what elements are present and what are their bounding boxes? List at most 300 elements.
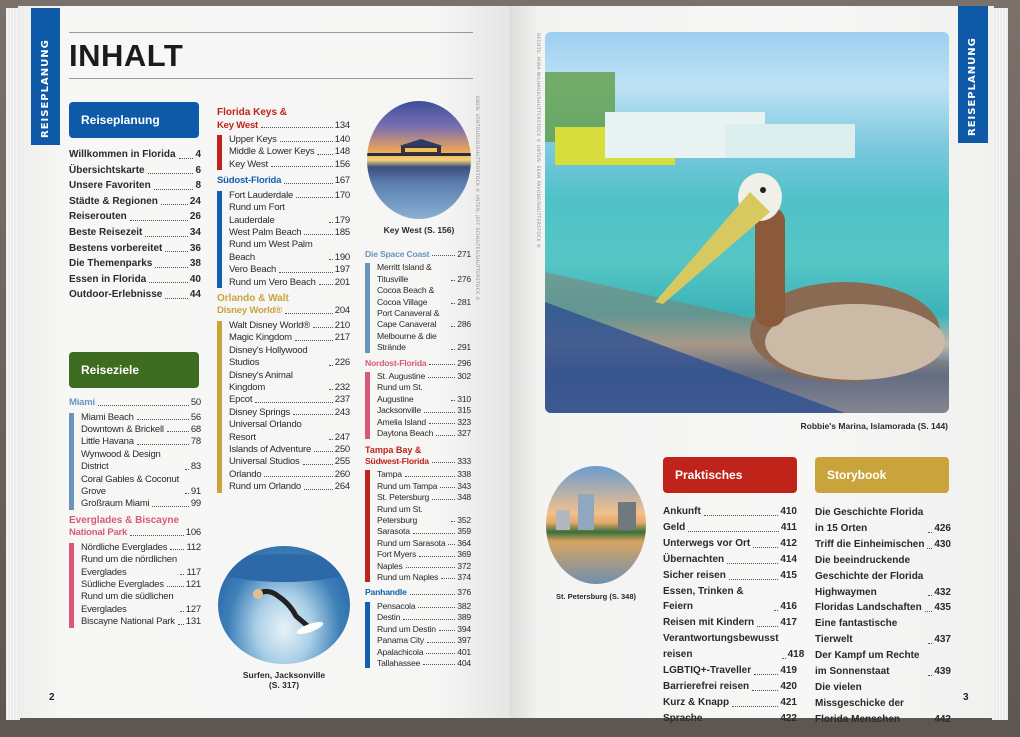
entry-title: West Palm Beach [229,226,302,238]
dot-leader [264,476,332,477]
dot-leader [451,326,455,327]
entry-title: Großraum Miami [81,498,150,510]
entry-page: 131 [185,616,201,628]
entry-title: Disney's Animal Kingdom [229,369,293,393]
entry-page: 36 [189,242,201,254]
subregion-entry[interactable] [377,572,471,583]
dot-leader [925,611,933,612]
dot-leader [928,675,932,676]
dot-leader [429,364,455,365]
entry-title: Verantwortungsbewusst reisen [663,633,779,661]
entry-page: 291 [457,342,471,353]
subregion-entry[interactable] [377,262,471,285]
dot-leader [314,451,333,452]
entry-page: 68 [190,423,201,435]
subregion-entry[interactable] [377,561,471,572]
toc-entry[interactable] [663,663,797,679]
entry-page: 419 [780,665,797,677]
dot-leader [329,222,333,223]
entry-page: 247 [334,431,350,443]
region-page: 50 [190,397,201,408]
subregion-entry[interactable] [229,370,350,395]
region-heading[interactable] [69,397,201,410]
region-title-row [217,305,350,318]
subregion-entry[interactable] [377,624,471,635]
entry-title: Die Geschichte Florida in 15 Orten [815,507,924,534]
entry-page: 190 [334,251,350,263]
toc-entry[interactable] [815,600,951,616]
toc-entry[interactable] [69,272,201,288]
key-west-photo [367,101,471,219]
dot-leader [451,521,455,522]
dot-leader [424,412,455,413]
dot-leader [295,340,333,341]
dot-leader [423,664,455,665]
entry-page: 439 [934,666,951,678]
entry-page: 420 [780,680,797,692]
entry-page: 315 [457,405,471,416]
dot-leader [255,402,332,403]
toc-entry[interactable] [69,147,201,163]
side-tab-left [31,8,60,145]
dot-leader [928,723,932,724]
main-photo-pelican [545,32,949,413]
dot-leader [451,349,455,350]
toc-entry[interactable] [69,256,201,272]
toc-entry[interactable] [815,553,951,601]
entry-page: 121 [185,578,201,590]
region-title-row [217,120,350,133]
section-header-praktisches[interactable] [663,457,797,493]
region-heading[interactable] [217,175,350,188]
toc-entry[interactable] [815,648,951,680]
entry-title: Merritt Island & Titusville [377,262,432,284]
toc-entry[interactable] [663,615,797,631]
toc-entry[interactable] [663,631,805,663]
subregion-entry[interactable] [377,538,471,549]
region-heading[interactable] [365,358,471,369]
subregion-entry[interactable] [377,469,471,480]
dot-leader [329,365,333,366]
entry-page: 397 [457,635,471,646]
toc-entry[interactable] [663,536,797,552]
section-label: Reiseziele [81,363,140,377]
entry-title: Übernachten [663,553,725,565]
dot-leader [754,674,778,675]
entry-page: 327 [457,428,471,439]
entry-page: 78 [190,436,201,448]
toc-entry[interactable] [69,194,201,210]
surfer-graphic [218,546,350,664]
subregion-entry[interactable] [81,554,201,579]
subregion-entry[interactable] [229,481,350,493]
dot-leader [165,251,188,252]
entry-title: Universal Studios [229,456,300,468]
entry-page: 411 [780,521,797,533]
entry-page: 430 [934,538,951,550]
toc-entry[interactable] [815,680,951,728]
entry-page: 201 [334,276,350,288]
dot-leader [419,556,455,557]
subregion-entry[interactable] [229,239,350,264]
toc-praktisches [663,504,805,727]
entry-title: Essen in Florida [69,273,147,285]
entry-title: Universal Orlando Resort [229,419,302,443]
entry-title: Rund um St. Petersburg [377,503,423,526]
entry-page: 117 [186,566,201,578]
dot-leader [432,499,455,500]
dot-leader [152,506,188,507]
toc-column-3 [365,249,471,673]
subregion-entry[interactable] [377,405,471,416]
subregion-entry[interactable] [229,202,350,227]
region-heading[interactable] [217,107,350,132]
entry-page: 264 [334,481,350,493]
surf-caption [218,670,350,690]
entry-title: Port Canaveral & Cape Canaveral [377,308,440,330]
dot-leader [329,439,333,440]
entry-title: Südliche Everglades [81,578,164,590]
toc-entry[interactable] [69,287,201,303]
subregion-entry[interactable] [377,549,471,560]
entry-title: Downtown & Brickell [81,423,164,435]
subregion-entry[interactable] [377,371,471,382]
region-heading[interactable] [365,249,471,260]
entry-page: 359 [457,526,471,537]
subregion-entry[interactable] [229,332,350,344]
entry-page: 112 [186,541,201,553]
subregion-entry[interactable] [377,285,471,308]
subregion-entry[interactable] [377,635,471,646]
region-page: 376 [457,587,471,598]
entry-title: Der Kampf um Rechte im Sonnenstaat [815,650,920,678]
entry-title: Disney Springs [229,406,291,418]
dot-leader [427,642,455,643]
toc-entry[interactable] [663,584,797,616]
subregion-entry[interactable] [229,469,350,481]
entry-title: Panama City [377,635,424,646]
entry-page: 99 [190,498,201,510]
dot-leader [304,234,332,235]
subregion-entry[interactable] [229,190,350,202]
dot-leader [261,127,333,128]
entry-title: Biscayne National Park [81,616,175,628]
entry-page: 197 [334,264,350,276]
region-color-bar [365,263,370,352]
skyline-graphic [546,466,646,584]
dot-leader [451,280,455,281]
subregion-entry[interactable] [377,601,471,612]
subregion-entry[interactable] [81,424,201,436]
title-rule-bottom [69,78,473,79]
entry-title: Orlando [229,468,262,480]
dot-leader [145,236,188,237]
section-label: Reiseplanung [81,113,160,127]
entry-title: Little Havana [81,436,134,448]
entry-page: 210 [334,319,350,331]
toc-entry[interactable] [663,711,797,727]
pier-pavilion-graphic [367,101,471,219]
region-title-row [365,456,471,467]
entry-page: 389 [457,612,471,623]
photo-credit-right: RECHTS: IRINA WILHAUK/SHUTTERSTOCK © UNTEN: SEAN PAVONE/SHUTTERSTOCK © [535,33,540,249]
region-title: Key West [217,119,258,131]
entry-page: 410 [780,506,797,517]
region-color-bar [365,602,370,668]
region-title: Panhandle [365,587,407,598]
pelican-scene-graphic [545,32,949,413]
dot-leader [413,533,455,534]
subregion-entry[interactable] [229,159,350,171]
subregion-entry[interactable] [229,345,350,370]
dot-leader [304,489,333,490]
entry-title: Jacksonville [377,405,421,416]
dot-leader [130,220,188,221]
page-edges-right [992,8,1008,720]
subregion-entry[interactable] [229,456,350,468]
section-header-reiseziele[interactable] [69,352,199,388]
caption-line: (S. 317) [268,680,300,690]
subregion-entry[interactable] [377,481,471,492]
entry-title: Destin [377,612,401,623]
entry-title: Fort Myers [377,549,417,560]
region-title-row [365,249,471,260]
toc-reiseplanung [69,147,201,303]
entry-title: Epcot [229,394,253,406]
subregion-entry[interactable] [377,504,471,527]
subregion-entry[interactable] [229,134,350,146]
entry-page: 302 [457,371,471,382]
entry-page: 323 [457,416,471,427]
subregion-entry[interactable] [81,591,201,616]
entry-title: Sprache [663,712,703,724]
subregion-entry[interactable] [229,394,350,406]
region-title-row [217,175,350,188]
entry-title: Amelia Island [377,416,426,427]
entry-page: 26 [189,211,201,223]
st-petersburg-photo [546,466,646,584]
entry-title: Rund um Orlando [229,481,301,493]
entry-page: 418 [787,649,805,661]
subregion-entry[interactable] [377,647,471,658]
entry-page: 24 [189,195,201,207]
entry-page: 44 [189,289,201,301]
dot-leader [271,166,333,167]
subregion-entry[interactable] [81,436,201,448]
toc-entry[interactable] [663,504,797,520]
toc-entry[interactable] [663,568,797,584]
entry-title: Magic Kingdom [229,332,292,344]
entry-title: St. Augustine [377,371,426,382]
toc-entry[interactable] [69,241,201,257]
toc-entry[interactable] [815,616,951,648]
dot-leader [451,400,455,401]
subregion-entry[interactable] [377,612,471,623]
region-color-bar [217,191,222,288]
dot-leader [161,204,188,205]
section-header-reiseplanung[interactable] [69,102,199,138]
subregion-entry[interactable] [377,492,471,503]
toc-entry[interactable] [663,695,797,711]
entry-title: Apalachicola [377,646,424,657]
dot-leader [729,579,779,580]
dot-leader [319,284,333,285]
dot-leader [137,444,189,445]
subregion-entry[interactable] [377,658,471,669]
subregion-entry[interactable] [81,474,201,499]
subregion-entry[interactable] [377,308,471,331]
entry-title: Übersichtskarte [69,164,145,176]
subregion-entry[interactable] [229,419,350,444]
dot-leader [284,183,333,184]
entry-title: Triff die Einheimischen [815,538,925,550]
dot-leader [154,189,194,190]
entry-page: 348 [457,492,471,503]
subregion-entry[interactable] [229,320,350,332]
entry-page: 422 [780,712,797,724]
dot-leader [782,658,786,659]
region-page: 204 [334,305,350,317]
entry-page: 250 [334,444,350,456]
entry-title: Tampa [377,469,402,480]
st-petersburg-caption: St. Petersburg (S. 348) [555,592,637,601]
entry-page: 281 [457,296,471,307]
dot-leader [432,462,455,463]
entry-title: Wynwood & Design District [81,448,161,473]
dot-leader [285,313,333,314]
toc-entry[interactable] [815,505,951,537]
subregion-entry[interactable] [229,444,350,456]
side-tab-label: REISEPLANUNG [967,37,978,136]
entry-page: 404 [457,657,471,668]
entry-title: Rund um die südlichen Everglades [81,591,174,615]
subregion-entry[interactable] [81,616,201,628]
entry-page: 343 [457,480,471,491]
dot-leader [753,547,778,548]
entry-title: Sicher reisen [663,569,726,581]
entry-page: 56 [190,411,201,423]
subregion-entry[interactable] [229,264,350,276]
dot-leader [180,574,184,575]
subregion-entry[interactable] [81,579,201,591]
entry-title: Die vielen Missgeschicke der Florida Menschen [815,681,904,725]
entry-title: Rund um West Palm Beach [229,239,313,263]
entry-page: 414 [780,553,797,565]
dot-leader [130,535,184,536]
region-heading[interactable] [69,515,201,540]
subregion-entry[interactable] [81,449,201,474]
region-heading[interactable] [365,587,471,598]
region-page: 333 [457,456,471,466]
photo-credit-left: OBEN: VENTDUSUD/SHUTTERSTOCK © UNTEN: JEFF SCHULTES/SHUTTERSTOCK © [474,96,479,301]
toc-entry[interactable] [815,537,951,553]
entry-title: Rund um die nördlichen Everglades [81,554,177,578]
entry-page: 338 [457,469,471,480]
entry-page: 127 [185,603,201,615]
toc-entry[interactable] [663,552,797,568]
entry-title: Reisen mit Kindern [663,617,755,629]
entry-title: Daytona Beach [377,428,434,439]
key-west-caption: Key West (S. 156) [383,225,455,235]
entry-page: 310 [457,393,471,404]
region-color-bar [69,543,74,628]
section-label: Praktisches [675,468,743,482]
dot-leader [280,141,333,142]
entry-title: Reiserouten [69,211,127,223]
subregion-entry[interactable] [81,498,201,510]
region-title: Südost-Florida [217,175,282,187]
entry-title: Rund um St. Augustine [377,382,423,404]
subregion-entry[interactable] [81,412,201,424]
subregion-entry[interactable] [229,277,350,289]
dot-leader [429,423,455,424]
entry-page: 232 [334,382,350,393]
section-header-storybook[interactable] [815,457,949,493]
dot-leader [170,549,184,550]
dot-leader [293,414,333,415]
toc-entry[interactable] [69,163,201,179]
region-sublist [365,262,471,353]
entry-page: 417 [780,617,797,629]
subregion-entry[interactable] [377,331,471,354]
entry-page: 426 [934,522,951,534]
entry-page: 352 [457,515,471,526]
region-title: National Park [69,527,128,539]
region-title-line: Tampa Bay & [365,444,422,455]
entry-title: Outdoor-Erlebnisse [69,289,163,301]
toc-entry[interactable] [69,178,201,194]
subregion-entry[interactable] [229,407,350,419]
toc-entry[interactable] [69,225,201,241]
dot-leader [279,272,333,273]
toc-entry[interactable] [663,679,797,695]
entry-page: 421 [780,696,797,708]
region-title: Miami [69,397,95,408]
dot-leader [403,619,455,620]
toc-entry[interactable] [663,520,797,536]
subregion-entry[interactable] [377,382,471,405]
region-page: 271 [457,249,471,259]
entry-title: Miami Beach [81,411,134,423]
surfing-photo [218,546,350,664]
subregion-entry[interactable] [377,526,471,537]
subregion-entry[interactable] [81,542,201,554]
region-color-bar [217,135,222,170]
entry-title: Cocoa Beach & Cocoa Village [377,285,435,307]
dot-leader [705,722,778,723]
entry-title: Rund um Tampa [377,480,438,491]
page-number-right: 3 [963,692,969,703]
entry-page: 91 [190,485,201,497]
subregion-entry[interactable] [229,227,350,239]
region-title: Südwest-Florida [365,456,429,466]
entry-page: 432 [934,586,951,598]
region-title: Disney World® [217,305,282,317]
dot-leader [927,548,932,549]
side-tab-right [958,6,988,143]
dot-leader [432,255,455,256]
entry-page: 364 [457,537,471,548]
region-heading[interactable] [365,444,471,468]
subregion-entry[interactable] [377,428,471,439]
subregion-entry[interactable] [377,417,471,428]
toc-entry[interactable] [69,209,201,225]
entry-page: 382 [457,600,471,611]
subregion-entry[interactable] [229,146,350,158]
region-heading[interactable] [217,293,350,318]
entry-page: 8 [195,180,201,192]
main-photo-caption: Robbie's Marina, Islamorada (S. 144) [800,421,948,431]
